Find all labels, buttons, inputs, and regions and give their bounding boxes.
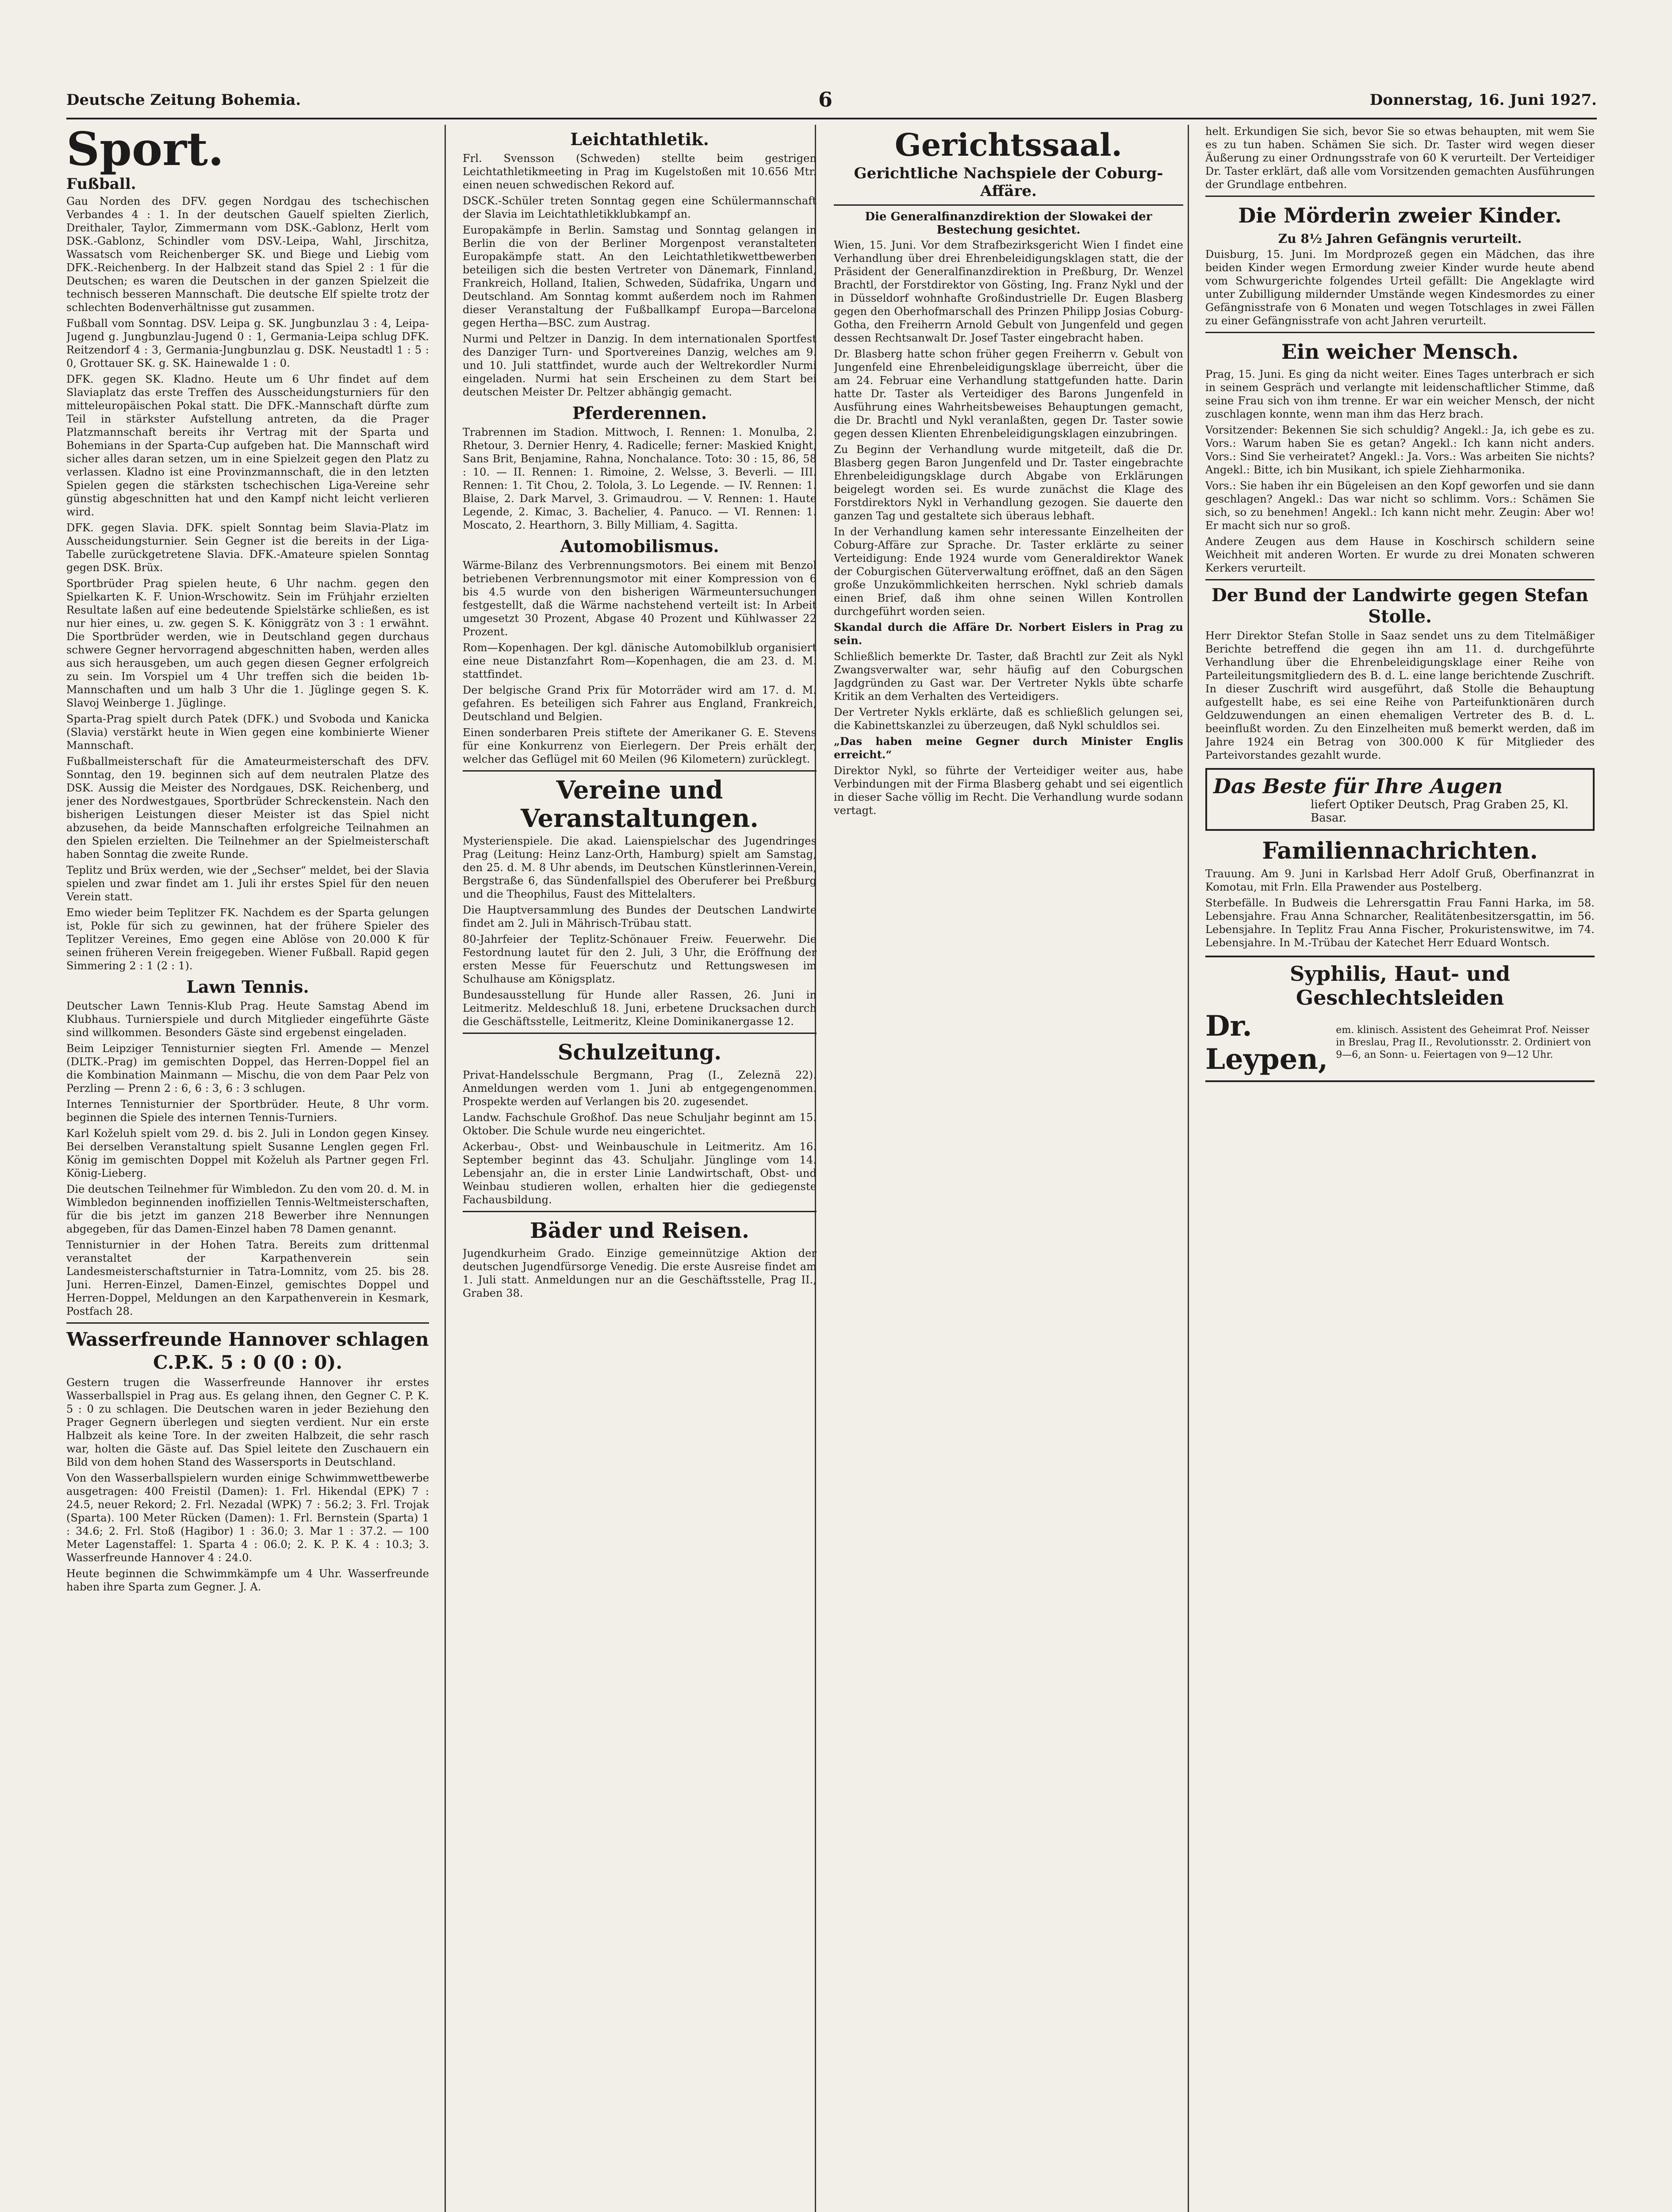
article-paragraph: Tennisturnier in der Hohen Tatra. Bereits zum drittenmal veranstaltet der Karpathenverein sein Landesmeisterschaftsturnier in Tatra-Lomnitz, vom 25. bis 28. Juni. Herren-Einzel, Damen-Einzel, gemischtes Doppel und Herren-Doppel, Meldungen an den Karpathenverein in Kesmark, Postfach 28. <box>66 1239 429 1317</box>
article-paragraph: Heute beginnen die Schwimmkämpfe um 4 Uhr. Wasserfreunde haben ihre Sparta zum Gegner. J. A. <box>66 1567 429 1593</box>
article-paragraph: Skandal durch die Affäre Dr. Norbert Eislers in Prag zu sein. <box>834 621 1183 647</box>
article-paragraph: Sparta-Prag spielt durch Patek (DFK.) und Svoboda und Kanicka (Slavia) verstärkt heute in Wien gegen eine kombinierte Wiener Mannschaft. <box>66 713 429 752</box>
subsection-lawn-tennis: Lawn Tennis. <box>186 977 309 997</box>
issue-date: Donnerstag, 16. Juni 1927. <box>1369 91 1597 109</box>
headline-schulzeitung: Schulzeitung. <box>557 1040 722 1065</box>
headline-bund-landwirte: Der Bund der Landwirte gegen Stefan Stolle. <box>1212 585 1588 627</box>
article-paragraph: Herr Direktor Stefan Stolle in Saaz sendet uns zu dem Titelmäßiger Berichte betreffend die gegen ihn am 11. d. durchgeführte Verhandlung über die Ehrenbeleidigungsklage einer Reihe von Parteileitungsmitgliedern des B. d. L. eine lange berichtende Zuschrift. In dieser Zuschrift wird ausgeführt, daß Stolle die Behauptung aufgestellt habe, es sei eine Reihe von Parteifunktionären durch Geldzuwendungen an einen ehemaligen Vertreter des B. d. L. beeinflußt worden. Zu den Einzelheiten muß bemerkt werden, daß im Jahre 1924 ein Betrag von 300.000 K für Mitglieder des Parteivorstandes gezahlt wurde. <box>1205 630 1595 761</box>
column-divider <box>445 125 446 2212</box>
ad-doctor-name: Dr. Leypen, <box>1205 1010 1328 1076</box>
subsection-fussball: Fußball. <box>66 175 136 193</box>
article-paragraph: Emo wieder beim Teplitzer FK. Nachdem es der Sparta gelungen ist, Pokle für sich zu gewinnen, hat der frühere Spieler des Teplitzer Vereines, Emo gegen eine Ablöse von 20.000 K für seinen früheren Verein freigegeben. Wiener Fußball. Rapid gegen Simmering 2 : 1 (2 : 1). <box>66 906 429 972</box>
article-paragraph: 80-Jahrfeier der Teplitz-Schönauer Freiw. Feuerwehr. Die Festordnung lautet für den 2. Juli, 3 Uhr, die Eröffnung der ersten Messe für Feuerschutz und Rettungswesen im Schulhause am Königsplatz. <box>463 933 817 985</box>
ad-text: liefert Optiker Deutsch, Prag Graben 25, Kl. Basar. <box>1311 798 1569 825</box>
article-paragraph: „Das haben meine Gegner durch Minister Englis erreicht.“ <box>834 735 1183 761</box>
article-paragraph: helt. Erkundigen Sie sich, bevor Sie so etwas behaupten, mit wem Sie es zu tun haben. Schämen Sie sich. Dr. Taster wird wegen dieser Äußerung zu einer Ordnungsstrafe von 60 K verurteilt. Der Verteidiger Dr. Taster erklärt, daß alle vom Vorsitzenden gemachten Ausführungen der Grundlage entbehren. <box>1205 125 1595 191</box>
article-paragraph: Frl. Svensson (Schweden) stellte beim gestrigen Leichtathletikmeeting in Prag im Kugelstoßen mit 10.656 Mtr. einen neuen schwedischen Rekord auf. <box>463 152 817 191</box>
article-paragraph: Der Vertreter Nykls erklärte, daß es schließlich gelungen sei, die Kabinettskanzlei zu überzeugen, daß Nykl schuldlos sei. <box>834 706 1183 732</box>
subheadline: Zu 8½ Jahren Gefängnis verurteilt. <box>1278 231 1522 246</box>
article-paragraph: Trauung. Am 9. Juni in Karlsbad Herr Adolf Gruß, Oberfinanzrat in Komotau, mit Frln. Ella Prawender aus Postelberg. <box>1205 868 1595 893</box>
article-paragraph: Schließlich bemerkte Dr. Taster, daß Brachtl zur Zeit als Nykl Zwangsverwalter war, sehr häufig auf den Coburgschen Jagdgründen zu Gast war. Der Vertreter Nykls übte scharfe Kritik an dem Verhalten des Verteidigers. <box>834 650 1183 703</box>
article-paragraph: Beim Leipziger Tennisturnier siegten Frl. Amende — Menzel (DLTK.-Prag) im gemischten Doppel, das Herren-Doppel fiel an die Kombination Mainmann — Mischu, die von dem Paar Pelz von Perzling — Prenn 2 : 6, 6 : 3, 6 : 3 schlugen. <box>66 1042 429 1094</box>
headline-wasserfreunde: Wasserfreunde Hannover schlagen C.P.K. 5 : 0 (0 : 0). <box>66 1329 429 1373</box>
article-paragraph: Prag, 15. Juni. Es ging da nicht weiter. Eines Tages unterbrach er sich in seinem Gespräch und verlangte mit leidenschaftlicher Stimme, daß seine Frau sich von ihm trenne. Er war ein weicher Mensch, der nicht zuschlagen konnte, wenn man ihm das Herz brach. <box>1205 368 1595 420</box>
headline-weicher-mensch: Ein weicher Mensch. <box>1281 340 1519 364</box>
ad-title: Syphilis, Haut- und Geschlechtsleiden <box>1289 962 1511 1010</box>
article-paragraph: Bundesausstellung für Hunde aller Rassen, 26. Juni in Leitmeritz. Meldeschluß 18. Juni, erbetene Drucksachen durch die Geschäftsstelle, Leitmeritz, Kleine Dominikanergasse 12. <box>463 989 817 1028</box>
article-paragraph: Die deutschen Teilnehmer für Wimbledon. Zu den vom 20. d. M. in Wimbledon beginnenden inoffiziellen Tennis-Weltmeisterschaften, für die bis jetzt im ganzen 218 Bewerber ihre Nennungen abgegeben, für das Damen-Einzel haben 78 Damen genannt. <box>66 1183 429 1235</box>
rule <box>1205 196 1595 197</box>
column-vereine <box>463 125 817 2212</box>
page-header <box>66 88 1597 119</box>
article-paragraph: Sportbrüder Prag spielen heute, 6 Uhr nachm. gegen den Spielkarten K. F. Union-Wrschowitz. Sein im Frühjahr erzielten Resultate laßen auf eine bedeutende Spielstärke schließen, es ist nur hier eines, u. zw. gegen S. K. Königgrätz von 3 : 1 erwähnt. Die Sportbrüder werden, wie in Deutschland gegen durchaus schwere Gegner hervorragend abgeschnitten haben, werden alles aus sich herausgeben, um auch gegen diesen Gegner erfolgreich zu sein. Im Vorspiel um 4 Uhr treffen sich die beiden 1b-Mannschaften und um halb 3 Uhr die 1. Jüglinge gegen S. K. Slavoj Weinberge 1. Jüglinge. <box>66 577 429 709</box>
article-paragraph: Der belgische Grand Prix für Motorräder wird am 17. d. M. gefahren. Es beteiligen sich Fahrer aus England, Frankreich, Deutschland und Belgien. <box>463 684 817 723</box>
article-paragraph: Fußballmeisterschaft für die Amateurmeisterschaft des DFV. Sonntag, den 19. beginnen sich auf dem neutralen Platze des DSK. Aussig die Meister des Nordgaues, DSK. Reichenberg, und jener des Nordwestgaues, Sportbrüder Schreckenstein. Nach den bisherigen Leistungen dieser Meister ist das Spiel nicht abzusehen, da beide Mannschaften erfolgreiche Teilnahmen an den Spielen erzielten. Die Teilnehmer an der Spielmeisterschaft haben Sonntag die zweite Runde. <box>66 755 429 860</box>
article-paragraph: Ackerbau-, Obst- und Weinbauschule in Leitmeritz. Am 16. September beginnt das 43. Schuljahr. Jünglinge vom 14. Lebensjahr an, die in erster Linie Landwirtschaft, Obst- und Weinbau studieren wollen, erhalten hier die gediegenste Fachausbildung. <box>463 1141 817 1206</box>
article-paragraph: DFK. gegen SK. Kladno. Heute um 6 Uhr findet auf dem Slaviaplatz das erste Treffen des Ausscheidungsturniers für den mitteleuropäischen Pokal statt. Die DFK.-Mannschaft dürfte zum Teil in stärkster Aufstellung antreten, da die Prager Platzmannschaft bereits ihr Vertrag mit der Sparta und Bohemians in der Sparta-Cup aufgeben hat. Die Mannschaft wird sicher alles daran setzen, um in eine Spielzeit gegen den Platz zu verlassen. Kladno ist eine Provinzmannschaft, die in den letzten Spielen gegen die stärksten tschechischen Liga-Vereine sehr günstig abgeschnitten hat und den Kampf nicht leicht verlieren wird. <box>66 373 429 518</box>
headline-vereine: Vereine und Veranstaltungen. <box>521 776 759 833</box>
rule <box>66 1322 429 1324</box>
article-paragraph: Dr. Blasberg hatte schon früher gegen Freiherrn v. Gebult von Jungenfeld eine Ehrenbeleidigungsklage überreicht, über die am 24. Februar eine Verhandlung stattgefunden hatte. Darin hatte Dr. Taster als Verteidiger des Barons Jungenfeld in Ausführung eines Wahrheitsbeweises Behauptungen gemacht, die Dr. Brachtl und Nykl veranlaßten, gegen Dr. Taster sowie gegen dessen Klienten Ehrenbeleidigungsklagen einzubringen. <box>834 348 1183 440</box>
rule <box>834 204 1183 206</box>
article-paragraph: Wärme-Bilanz des Verbrennungsmotors. Bei einem mit Benzol betriebenen Verbrennungsmotor mit einer Kompression von 6 bis 4.5 wurde von den bisherigen Wärmeuntersuchungen festgestellt, daß die Wärme nachstehend verteilt ist: In Arbeit umgesetzt 30 Prozent, Abgase 40 Prozent und Kühlwasser 22 Prozent. <box>463 559 817 638</box>
article-paragraph: Landw. Fachschule Großhof. Das neue Schuljahr beginnt am 15. Oktober. Die Schule wurde neu eingerichtet. <box>463 1111 817 1137</box>
ad-text: em. klinisch. Assistent des Geheimrat Prof. Neisser in Breslau, Prag II., Revolutionsstr. 2. Ordiniert von 9—6, an Sonn- u. Feiertagen von 9—12 Uhr. <box>1336 1025 1591 1060</box>
headline-baeder: Bäder und Reisen. <box>530 1218 749 1243</box>
article-paragraph: Europakämpfe in Berlin. Samstag und Sonntag gelangen in Berlin die von der Berliner Morgenpost veranstalteten Europakämpfe statt. An den Leichtathletikwettbewerben beteiligen sich die besten Vertreter von Dänemark, Finnland, Frankreich, Holland, Italien, Schweden, Südafrika, Ungarn und Deutschland. Am Sonntag kommt außerdem noch im Rahmen dieser Veranstaltung der Fußballkampf Europa—Barcelona gegen Hertha—BSC. zum Austrag. <box>463 224 817 329</box>
article-paragraph: Die Hauptversammlung des Bundes der Deutschen Landwirte findet am 2. Juli in Mährisch-Trübau statt. <box>463 904 817 929</box>
column-right <box>1205 125 1595 2212</box>
article-paragraph: In der Verhandlung kamen sehr interessante Einzelheiten der Coburg-Affäre zur Sprache. Dr. Taster erklärte zu seiner Verteidigung: Ende 1924 wurde vom Generaldirektor Wanek der Coburgischen Güterverwaltung eröffnet, daß an den Sägen große Unzukömmlichkeiten herrschen. Nykl schrieb damals einen Brief, daß ihm ohne seinen Willen Kontrollen durchgeführt worden seien. <box>834 526 1183 618</box>
subheadline-coburg: Gerichtliche Nachspiele der Coburg-Affäre. <box>854 165 1163 200</box>
article-paragraph: Von den Wasserballspielern wurden einige Schwimmwettbewerbe ausgetragen: 400 Freistil (Damen): 1. Frl. Hikendal (EPK) 7 : 24.5, neuer Rekord; 2. Frl. Nezadal (WPK) 7 : 56.2; 3. Frl. Trojak (Sparta). 100 Meter Rücken (Damen): 1. Frl. Bernstein (Sparta) 1 : 34.6; 2. Frl. Stoß (Hagibor) 1 : 36.0; 3. Mar 1 : 37.2. — 100 Meter Lagenstaffel: 1. Sparta 4 : 06.0; 2. K. P. K. 4 : 10.3; 3. Wasserfreunde Hannover 4 : 24.0. <box>66 1472 429 1564</box>
rule <box>1205 332 1595 333</box>
column-divider <box>1188 125 1189 2212</box>
article-paragraph: Wien, 15. Juni. Vor dem Strafbezirksgericht Wien I findet eine Verhandlung über drei Ehrenbeleidigungsklagen statt, die der Präsident der Generalfinanzdirektion in Preßburg, Dr. Wenzel Brachtl, der Forstdirektor von Gösting, Ing. Franz Nykl und der in Düsseldorf wohnhafte Großindustrielle Dr. Eugen Blasberg gegen den Oberhofmarschall des Prinzen Philipp Josias Coburg-Gotha, den Freiherrn Arnold Gebult von Jungenfeld und gegen dessen Rechtsanwalt Dr. Josef Taster eingebracht haben. <box>834 239 1183 344</box>
subsection-leichtathletik: Leichtathletik. <box>570 129 709 149</box>
article-paragraph: Jugendkurheim Grado. Einzige gemeinnützige Aktion der deutschen Jugendfürsorge Venedig. Die erste Ausreise findet am 1. Juli statt. Anmeldungen nur an die Geschäftsstelle, Prag II., Graben 38. <box>463 1247 817 1299</box>
article-paragraph: DSCK.-Schüler treten Sonntag gegen eine Schülermannschaft der Slavia im Leichtathletikklubkampf an. <box>463 195 817 220</box>
article-paragraph: Direktor Nykl, so führte der Verteidiger weiter aus, habe Verbindungen mit der Firma Blasberg gehabt und sei eigentlich in dieser Sache völlig im Recht. Die Verhandlung wurde sodann vertagt. <box>834 764 1183 817</box>
article-paragraph: Sterbefälle. In Budweis die Lehrersgattin Frau Fanni Harka, im 58. Lebensjahre. Frau Anna Schnarcher, Realitätenbesitzersgattin, im 56. Lebensjahre. In Teplitz Frau Anna Fischer, Prokuristenswitwe, im 74. Lebensjahre. In M.-Trübau der Katechet Herr Eduard Wontsch. <box>1205 897 1595 949</box>
article-paragraph: Vorsitzender: Bekennen Sie sich schuldig? Angekl.: Ja, ich gebe es zu. Vors.: Warum haben Sie es getan? Angekl.: Ich kann nicht anders. Vors.: Sind Sie verheiratet? Angekl.: Ja. Vors.: Was arbeiten Sie nichts? Angekl.: Bitte, ich bin Musikant, ich spiele Ziehharmonika. <box>1205 424 1595 476</box>
subsection-automobilismus: Automobilismus. <box>560 536 719 556</box>
rule <box>463 1211 817 1212</box>
article-paragraph: Internes Tennisturnier der Sportbrüder. Heute, 8 Uhr vorm. beginnen die Spiele des internen Tennis-Turniers. <box>66 1098 429 1124</box>
article-paragraph: Karl Koželuh spielt vom 29. d. bis 2. Juli in London gegen Kinsey. Bei derselben Veranstaltung spielt Susanne Lenglen gegen Frl. König im gemischten Doppel mit Koželuh als Partner gegen Frl. König-Lieberg. <box>66 1127 429 1179</box>
rule <box>463 1033 817 1034</box>
article-paragraph: Nurmi und Peltzer in Danzig. In dem internationalen Sportfest des Danziger Turn- und Sportvereines Danzig, welches am 9. und 10. Juli stattfindet, wurde auch der Weltrekordler Nurmi eingeladen. Nurmi hat sein Erscheinen zu dem Start bei deutschen Meister Dr. Peltzer abhängig gemacht. <box>463 333 817 398</box>
article-paragraph: Vors.: Sie haben ihr ein Bügeleisen an den Kopf geworfen und sie dann geschlagen? Angekl.: Das war nicht so schlimm. Vors.: Schämen Sie sich, so zu benehmen! Angekl.: Ich kann nicht mehr. Zeugin: Aber wo! Er macht sich nur so groß. <box>1205 480 1595 532</box>
advertisement-leypen <box>1205 956 1595 1082</box>
advertisement-optiker <box>1205 768 1595 831</box>
headline-familiennachrichten: Familiennachrichten. <box>1262 837 1538 864</box>
article-paragraph: Gestern trugen die Wasserfreunde Hannover ihr erstes Wasserballspiel in Prag aus. Es gelang ihnen, den Gegner C. P. K. 5 : 0 zu schlagen. Die Deutschen waren in jeder Beziehung den Prager Gegnern überlegen und siegten verdient. Nur ein erste Halbzeit als keine Tore. In der zweiten Halbzeit, die sehr rasch war, holten die Gäste auf. Das Spiel leitete den Zuschauern ein Bild von dem hohen Stand des Wassersports in Deutschland. <box>66 1376 429 1468</box>
article-paragraph: Mysterienspiele. Die akad. Laienspielschar des Jugendringes Prag (Leitung: Heinz Lanz-Orth, Hamburg) spielt am Samstag, den 25. d. M. 8 Uhr abends, im Deutschen Künstlerinnen-Verein, Bergstraße 6, das Sündenfallspiel des Oberuferer bei Preßburg und die Theophilus, Faust des Mittelalters. <box>463 835 817 900</box>
ad-title: Das Beste für Ihre Augen <box>1213 774 1503 798</box>
column-sport <box>66 125 429 2212</box>
article-paragraph: Zu Beginn der Verhandlung wurde mitgeteilt, daß die Dr. Blasberg gegen Baron Jungenfeld und Dr. Taster eingebrachte Ehrenbeleidigungsklage durch Abgabe von Erklärungen beigelegt worden sei. Es wurde zunächst die Klage des Forstdirektors Nykl in Verhandlung gezogen. Sie dauerte den ganzen Tag und gestaltete sich überaus lebhaft. <box>834 443 1183 522</box>
lead-text: Die Generalfinanzdirektion der Slowakei der Bestechung gesichtet. <box>865 210 1152 237</box>
article-paragraph: Duisburg, 15. Juni. Im Mordprozeß gegen ein Mädchen, das ihre beiden Kinder wegen Ermordung zweier Kinder wurde heute abend vom Schwurgerichte folgendes Urteil gefällt: Die Angeklagte wird unter Zubilligung mildernder Umstände wegen Kindesmordes zu einer Gefängnisstrafe von 6 Monaten und wegen Totschlages in zwei Fällen zu einer Gefängnisstrafe von acht Jahren verurteilt. <box>1205 248 1595 327</box>
rule <box>463 770 817 772</box>
article-paragraph: DFK. gegen Slavia. DFK. spielt Sonntag beim Slavia-Platz im Ausscheidungsturnier. Sein Gegner ist die bereits in der Liga-Tabelle zurückgetretene Slavia. DFK.-Amateure spielen Sonntag gegen DSK. Brüx. <box>66 522 429 574</box>
article-paragraph: Privat-Handelsschule Bergmann, Prag (I., Zeleznä 22). Anmeldungen werden vom 1. Juni ab entgegengenommen. Prospekte werden auf Verlangen bis 20. zugesendet. <box>463 1069 817 1108</box>
article-paragraph: Fußball vom Sonntag. DSV. Leipa g. SK. Jungbunzlau 3 : 4, Leipa-Jugend g. Jungbunzlau-Jugend 0 : 1, Germania-Leipa schlug DFK. Reitzendorf 4 : 3, Germania-Jungbunzlau g. DSK. Neustadtl 1 : 5 : 0, Grottauer SK. g. SK. Hainewalde 1 : 0. <box>66 317 429 369</box>
subsection-pferderennen: Pferderennen. <box>572 403 707 423</box>
article-paragraph: Trabrennen im Stadion. Mittwoch, I. Rennen: 1. Monulba, 2. Rhetour, 3. Dernier Henry, 4. Radicelle; ferner: Maskied Knight, Sans Brit, Benjamine, Rahna, Nonchalance. Toto: 30 : 15, 86, 58 : 10. — II. Rennen: 1. Rimoine, 2. Welsse, 3. Beverli. — III. Rennen: 1. Tit Chou, 2. Tolola, 3. Lo Legende. — IV. Rennen: 1. Blaise, 2. Dark Marvel, 3. Grimaudrou. — V. Rennen: 1. Haute Legende, 2. Kimac, 3. Bachelier, 4. Panuco. — VI. Rennen: 1. Moscato, 2. Hearthorn, 3. Billy Milliam, 4. Sagitta. <box>463 426 817 531</box>
page-number: 6 <box>818 88 833 111</box>
article-paragraph: Teplitz und Brüx werden, wie der „Sechser“ meldet, bei der Slavia spielen und zwar findet am 1. Juli ihr erstes Spiel für den neuen Verein statt. <box>66 864 429 903</box>
article-paragraph: Andere Zeugen aus dem Hause in Koschirsch schildern seine Weichheit mit anderen Worten. Er wurde zu drei Monaten schweren Kerkers verurteilt. <box>1205 535 1595 574</box>
headline-moerderin: Die Mörderin zweier Kinder. <box>1238 204 1562 227</box>
article-paragraph: Einen sonderbaren Preis stiftete der Amerikaner G. E. Stevens für eine Konkurrenz von Eierlegern. Der Preis erhält der, welcher das Geflügel mit 60 Meilen (96 Kilometern) zurücklegt. <box>463 726 817 765</box>
masthead: Deutsche Zeitung Bohemia. <box>66 91 301 109</box>
article-paragraph: Gau Norden des DFV. gegen Nordgau des tschechischen Verbandes 4 : 1. In der deutschen Gauelf spielten Zierlich, Dreithaler, Taylor, Zimmermann vom DSK.-Gablonz, Herlt vom DSK.-Gablonz, Schindler vom DSV.-Leipa, Wahl, Jirschitza, Wassatsch vom Reichenberger SK. und Biege und Liebig vom DFK.-Reichenberg. In der Halbzeit stand das Spiel 2 : 1 für die Deutschen; es waren die Deutschen in der ganzen Spielzeit die technisch besseren Mannschaft. Die deutsche Elf spielte trotz der schlechten Bodenverhältnisse gut zusammen. <box>66 195 429 314</box>
column-gerichtssaal <box>834 125 1183 2212</box>
headline-gerichtssaal: Gerichtssaal. <box>894 127 1123 163</box>
section-title-sport: Sport. <box>66 125 224 176</box>
article-paragraph: Deutscher Lawn Tennis-Klub Prag. Heute Samstag Abend im Klubhaus. Turnierspiele und durch Mitglieder eingeführte Gäste sind willkommen. Besonders Gäste sind ergebenst eingeladen. <box>66 1000 429 1039</box>
rule <box>1205 579 1595 580</box>
article-paragraph: Rom—Kopenhagen. Der kgl. dänische Automobilklub organisiert eine neue Distanzfahrt Rom—Kopenhagen, die am 23. d. M. stattfindet. <box>463 641 817 680</box>
